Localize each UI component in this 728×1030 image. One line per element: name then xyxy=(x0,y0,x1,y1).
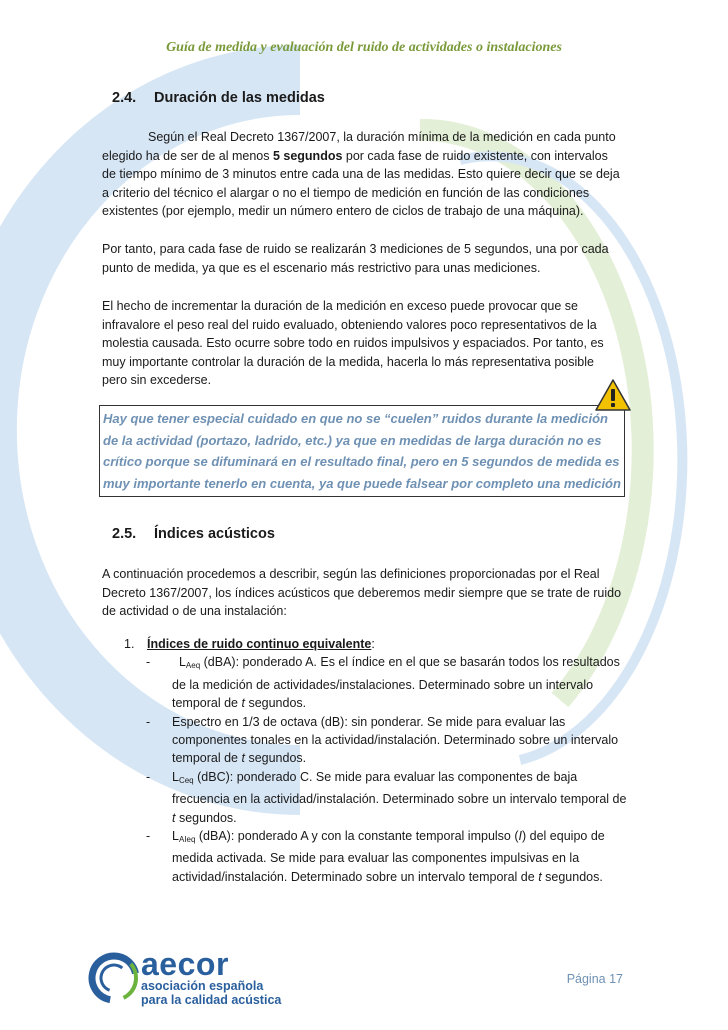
list-title: Índices de ruido continuo equivalente xyxy=(147,637,372,651)
list-dash: - xyxy=(146,769,151,784)
index-subscript: Aeq xyxy=(185,661,201,671)
list-colon: : xyxy=(371,637,375,651)
page-number: Página 17 xyxy=(566,972,623,986)
index-subscript: Ceq xyxy=(178,775,194,785)
paragraph-intro-indices: A continuación procedemos a describir, según las definiciones proporcionadas por el Real Decreto 1367/2007, los índices acústicos que deberemos medir siempre que se trate de ruido de actividad o de una instalación: xyxy=(102,567,622,619)
list-dash: - xyxy=(146,655,151,670)
indices-list xyxy=(102,635,632,886)
warning-box: Hay que tener especial cuidado en que no se “cuelen” ruidos durante la medición de la actividad (portazo, ladrido, etc.) ya que en medidas de larga duración no es crítico porque se difuminará en el resultado final, pero en 5 segundos de medida es muy importante tenerlo en cuenta, ya que puede falsear por completo una medición xyxy=(99,405,625,497)
item-text: (dBC): ponderado C. Se mide para evaluar las componentes de baja frecuencia en la actividad/instalación. Determinado sobre un intervalo temporal de xyxy=(172,769,627,807)
italic-i: I xyxy=(518,829,523,844)
item-text: (dBA): ponderado A. Es el índice en el que se basarán todos los resultados de la medición de actividades/instalaciones. Determinado sobre un intervalo temporal de xyxy=(172,655,620,711)
italic-t: t xyxy=(241,751,245,766)
page-header: Guía de medida y evaluación del ruido de actividades o instalaciones xyxy=(166,40,562,55)
index-subscript: AIeq xyxy=(178,835,196,845)
italic-t: t xyxy=(172,810,176,825)
index-symbol: L xyxy=(172,769,179,784)
paragraph-text: Según el Real Decreto 1367/2007, la duración mínima de la medición en cada punto elegido ha de ser de al menos xyxy=(102,130,616,163)
bold-text: 5 segundos xyxy=(272,148,343,163)
logo-line: para la calidad acústica xyxy=(141,993,282,1007)
section-title: Índices acústicos xyxy=(154,526,275,542)
aecor-logo-icon xyxy=(88,952,140,1004)
item-text: (dBA): ponderado A y con la constante temporal impulso ( xyxy=(195,829,519,844)
logo-line: asociación española xyxy=(141,979,264,993)
list-item xyxy=(102,635,632,653)
index-symbol: L xyxy=(172,829,179,844)
paragraph-excess-duration: El hecho de incrementar la duración de la medición en exceso puede provocar que se infravalore el peso real del ruido evaluado, obteniendo valores poco representativos de la molestia causada. Esto ocurre sobre todo en ruidos impulsivos y espaciados. Por tanto, es muy importante controlar la duración de la medida, hacerla lo más representativa posible pero sin excederse. xyxy=(102,299,604,388)
item-text: ) del equipo de medida activada. Se mide para evaluar las componentes impulsivas en la actividad/instalación. Determinado sobre un intervalo temporal de xyxy=(172,829,605,884)
italic-t: t xyxy=(241,696,245,711)
logo-subtitle xyxy=(141,979,281,1007)
item-text: segundos. xyxy=(175,810,237,825)
list-item xyxy=(102,827,632,886)
paragraph-duration xyxy=(102,128,622,221)
warning-icon xyxy=(594,378,632,412)
paragraph-measurements: Por tanto, para cada fase de ruido se realizarán 3 mediciones de 5 segundos, una por cada punto de medida, ya que es el escenario más restrictivo para unas mediciones. xyxy=(102,242,609,275)
paragraph-text: por cada fase de ruido existente, con intervalos de tiempo mínimo de 3 minutos entre cada una de las medidas. Esto quiere decir que se deja a criterio del técnico el alargar o no el tiempo de medición en función de las condiciones existentes (por ejemplo, medir un número entero de ciclos de trabajo de una máquina). xyxy=(102,148,620,219)
section-number: 2.5. xyxy=(112,526,137,542)
list-dash: - xyxy=(146,829,151,844)
item-text: segundos. xyxy=(541,869,603,884)
list-item xyxy=(102,768,632,827)
section-heading-2-5 xyxy=(112,526,275,542)
list-item xyxy=(102,713,632,768)
list-marker: 1. xyxy=(124,637,135,651)
section-number: 2.4. xyxy=(112,90,137,106)
logo-wordmark: aecor xyxy=(141,946,229,982)
item-text: Espectro en 1/3 de octava (dB): sin ponderar. Se mide para evaluar las componentes tonales en la actividad/instalación. Determinado sobre un intervalo temporal de xyxy=(172,714,619,766)
item-text: segundos. xyxy=(244,696,307,711)
item-text: segundos. xyxy=(244,751,307,766)
index-symbol: L xyxy=(178,655,186,670)
section-title: Duración de las medidas xyxy=(154,90,325,106)
list-item xyxy=(102,653,632,712)
list-dash: - xyxy=(146,714,151,729)
section-heading-2-4 xyxy=(112,90,325,106)
italic-t: t xyxy=(538,869,542,884)
